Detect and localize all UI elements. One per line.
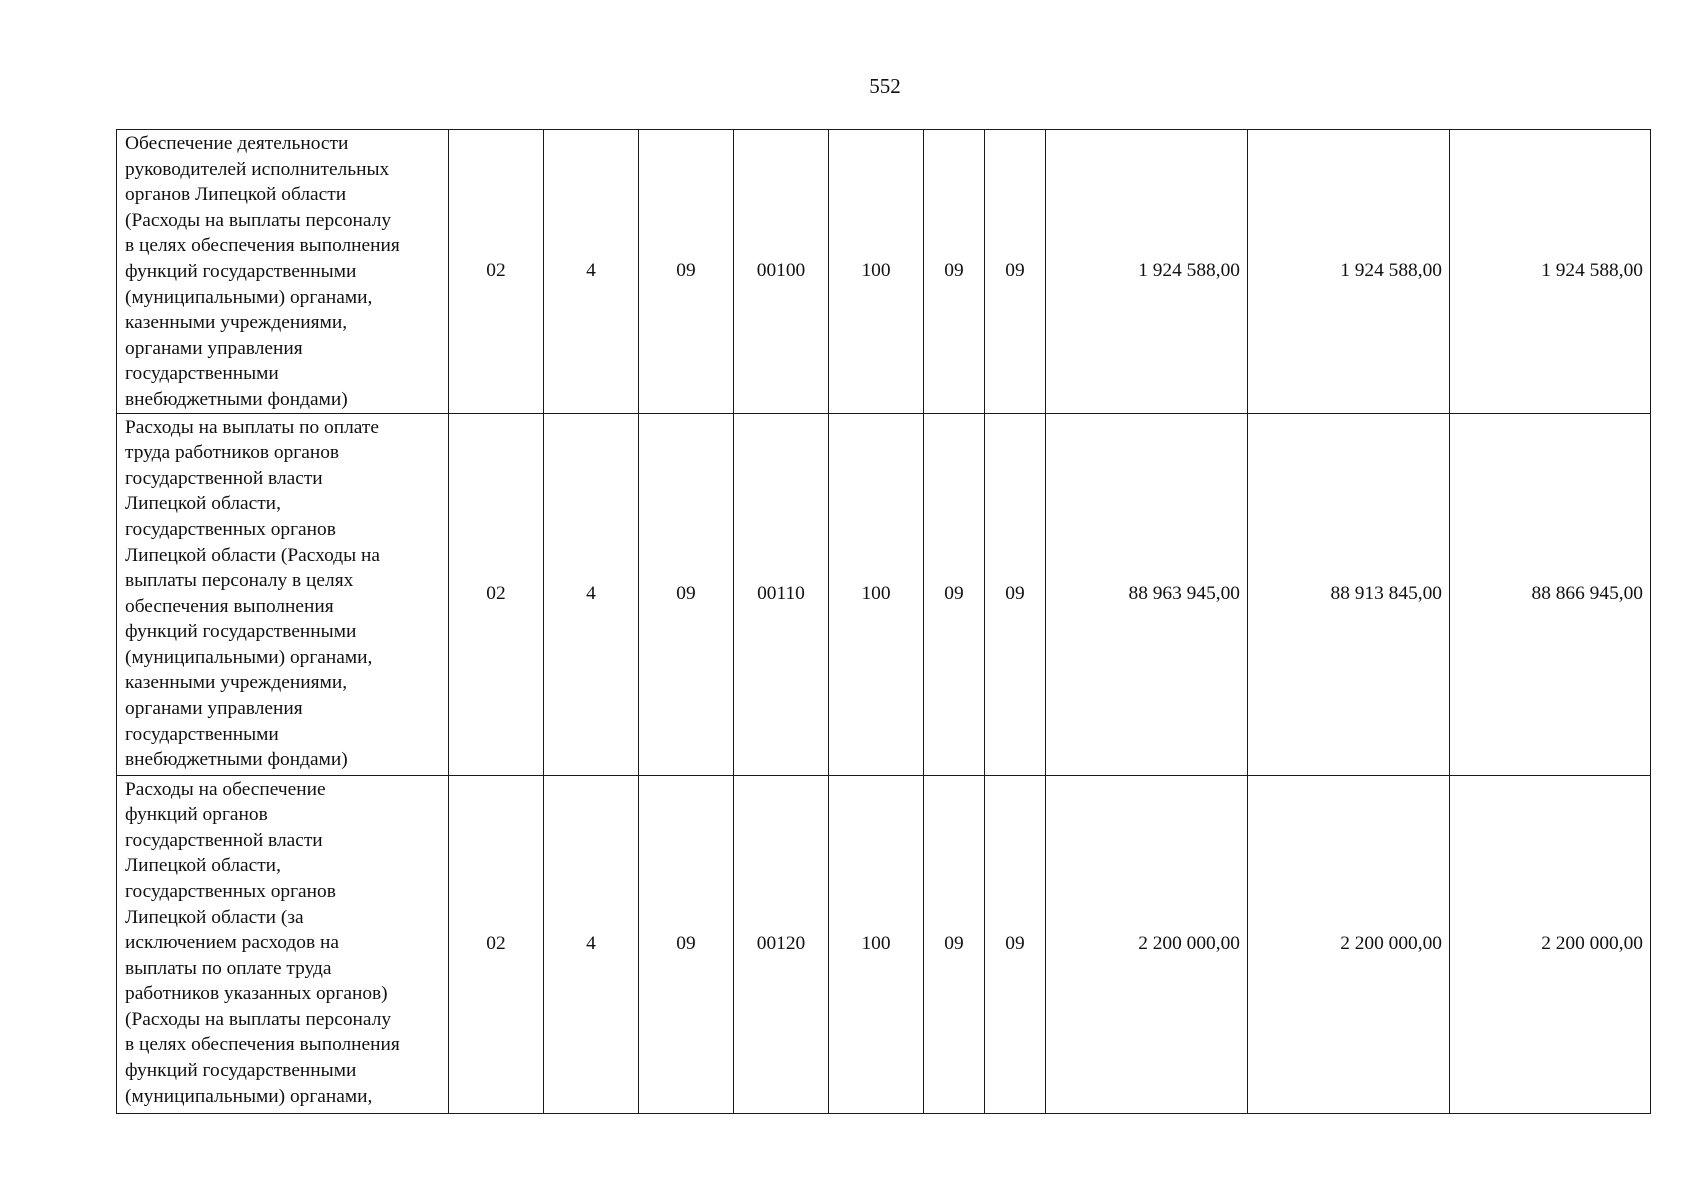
code-cell: 09: [639, 775, 734, 1113]
code-cell: 4: [544, 130, 639, 414]
amount-cell: 88 963 945,00: [1046, 413, 1248, 775]
page-number: 552: [869, 74, 901, 98]
table-row: [117, 775, 1651, 1113]
amount-cell: 2 200 000,00: [1450, 775, 1651, 1113]
code-cell: 100: [829, 413, 924, 775]
code-cell: 00120: [734, 775, 829, 1113]
code-cell: 02: [449, 130, 544, 414]
code-cell: 09: [985, 413, 1046, 775]
amount-cell: 2 200 000,00: [1046, 775, 1248, 1113]
code-cell: 09: [639, 130, 734, 414]
table-row: [117, 413, 1651, 775]
table-row: [117, 130, 1651, 414]
amount-cell: 1 924 588,00: [1450, 130, 1651, 414]
code-cell: 100: [829, 130, 924, 414]
code-cell: 100: [829, 775, 924, 1113]
code-cell: 09: [924, 413, 985, 775]
code-cell: 4: [544, 413, 639, 775]
budget-table: [116, 129, 1651, 1114]
code-cell: 02: [449, 775, 544, 1113]
code-cell: 00110: [734, 413, 829, 775]
code-cell: 09: [924, 775, 985, 1113]
amount-cell: 2 200 000,00: [1248, 775, 1450, 1113]
amount-cell: 88 866 945,00: [1450, 413, 1651, 775]
amount-cell: 1 924 588,00: [1248, 130, 1450, 414]
code-cell: 00100: [734, 130, 829, 414]
row-description: Расходы на выплаты по оплате труда работников органов государственной власти Липецкой области, государственных органов Липецкой области (Расходы на выплаты персоналу в целях обеспечения выполнения функций государственными (муниципальными) органами, казенными учреждениями, органами управления государственными внебюджетными фондами): [117, 413, 449, 775]
code-cell: 09: [985, 775, 1046, 1113]
code-cell: 09: [924, 130, 985, 414]
row-description: Расходы на обеспечение функций органов государственной власти Липецкой области, государственных органов Липецкой области (за исключением расходов на выплаты по оплате труда работников указанных органов) (Расходы на выплаты персоналу в целях обеспечения выполнения функций государственными (муниципальными) органами,: [117, 775, 449, 1113]
amount-cell: 1 924 588,00: [1046, 130, 1248, 414]
code-cell: 09: [985, 130, 1046, 414]
code-cell: 09: [639, 413, 734, 775]
amount-cell: 88 913 845,00: [1248, 413, 1450, 775]
code-cell: 4: [544, 775, 639, 1113]
code-cell: 02: [449, 413, 544, 775]
row-description: Обеспечение деятельности руководителей исполнительных органов Липецкой области (Расходы на выплаты персоналу в целях обеспечения выполнения функций государственными (муниципальными) органами, казенными учреждениями, органами управления государственными внебюджетными фондами): [117, 130, 449, 414]
